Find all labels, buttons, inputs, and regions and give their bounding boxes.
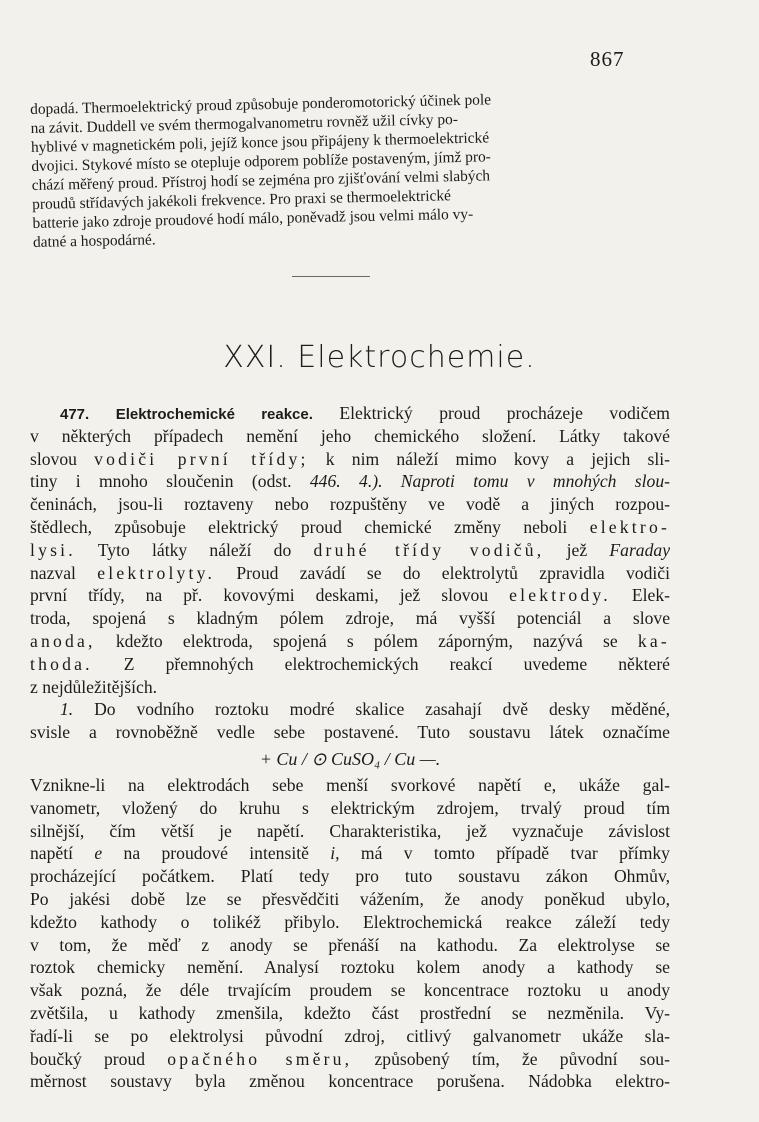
- item-number: 1.: [60, 699, 74, 720]
- text-line: z nejdůležitějších.: [30, 676, 158, 697]
- text-line: v tom, že měď z anody se přenáší na kathodu. Za elektrolyse se: [30, 934, 670, 955]
- text-line: lysi. Tyto látky náleží do druhé třídy vodičů, jež Faraday: [30, 539, 670, 560]
- text-line: 477. Elektrochemické reakce. Elektrický proud procházeje vodičem: [60, 403, 670, 423]
- name-faraday: Faraday: [609, 539, 670, 560]
- text-line: čeninách, jsou-li roztaveny nebo rozpuštěny ve vodě a jiných rozpou-: [30, 494, 670, 515]
- text-line: proudů střídavých jakékoli frekvence. Pro praxi se thermoelektrické: [32, 187, 452, 213]
- emphasis: ka-: [637, 630, 670, 651]
- text-line: anoda, kdežto elektroda, spojená s pólem záporným, nazývá se ka-: [30, 630, 670, 651]
- text-line: dopadá. Thermoelektrický proud způsobuje ponderomotorický účinek pole: [30, 91, 492, 118]
- text-line: 1. Do vodního roztoku modré skalice zasahají dvě desky měděné,: [60, 699, 670, 720]
- text-line: první třídy, na př. kovovými deskami, jež slovou elektrody. Elek-: [30, 585, 670, 606]
- text-line: thoda. Z přemnohých elektrochemických reakcí uvedeme některé: [30, 653, 670, 674]
- emphasis: vodiči první třídy;: [94, 448, 309, 469]
- emphasis: druhé třídy vodičů,: [313, 539, 545, 560]
- section-number: 477.: [60, 406, 90, 423]
- section-title: Elektrochemické reakce.: [115, 406, 313, 423]
- text-line: tiny i mnoho sloučenin (odst. 446. 4.). Naproti tomu v mnohých slou-: [30, 471, 670, 492]
- text-line: zvětšila, u kathody zmenšila, kdežto část prostřední se nezměnila. Vy-: [30, 1002, 670, 1023]
- emphasis: opačného směru,: [167, 1048, 353, 1069]
- text-line: Vznikne-li na elektrodách sebe menší svorkové napětí e, ukáže gal-: [30, 774, 670, 795]
- text-line: napětí e na proudové intensitě i, má v tomto případě tvar přímky: [30, 843, 670, 864]
- section-body: [30, 402, 670, 1093]
- formula: + Cu / ⊙ CuSO₄ / Cu —.: [259, 748, 441, 769]
- emphasis: thoda.: [30, 653, 93, 674]
- text-line: však pozná, že déle trvajícím proudem se koncentrace roztoku u anody: [30, 980, 670, 1001]
- emphasis: lysi.: [30, 539, 76, 560]
- text-line: hyblivé v magnetickém poli, jejíž konce jsou připájeny k thermoelektrické: [30, 129, 490, 156]
- text-line: vanometr, vložený do kruhu s elektrickým zdrojem, trvalý proud tím: [30, 797, 670, 818]
- text-line: nazval elektrolyty. Proud zavádí se do elektrolytů zpravidla vodiči: [30, 562, 670, 583]
- text-line: dvojici. Stykové místo se otepluje odporem poblíže postaveným, jímž pro-: [31, 148, 491, 175]
- emphasis: elektrolyty.: [97, 562, 216, 583]
- text-line: řadí-li se po elektrolysi původní zdroj, citlivý galvanometr ukáže sla-: [30, 1025, 670, 1046]
- text-line: měrnost soustavy byla změnou koncentrace porušena. Nádobka elektro-: [30, 1071, 670, 1092]
- separator-rule: [292, 276, 370, 277]
- text-line: svisle a rovnoběžně vedle sebe postavené. Tuto soustavu látek označíme: [30, 722, 670, 743]
- text-line: v některých případech nemění jeho chemického složení. Látky takové: [30, 425, 670, 446]
- intro-paragraph: [30, 87, 633, 252]
- reference: 446.: [309, 471, 341, 492]
- emphasis: elektro-: [589, 516, 671, 537]
- emphasis: anoda,: [30, 630, 96, 651]
- text-line: kdežto kathody o tolikéž přibylo. Elektrochemická reakce záleží tedy: [30, 911, 670, 932]
- emphasis: elektrody.: [509, 585, 611, 606]
- page-number: 867: [590, 47, 625, 71]
- text-line: silnější, čím větší je napětí. Charakteristika, jež vyznačuje závislost: [30, 820, 670, 841]
- text-line: boučký proud opačného směru, způsobený tím, že původní sou-: [30, 1048, 670, 1069]
- text-line: Po jakési době lze se přesvědčiti vážením, že anody poněkud ubylo,: [30, 888, 670, 909]
- text-line: roztok chemicky nemění. Analysí roztoku kolem anody a kathody se: [30, 957, 670, 978]
- text-line: batterie jako zdroje proudové hodí málo, poněvadž jsou velmi málo vy-: [32, 205, 474, 232]
- text-line: chází měřený proud. Přístroj hodí se zejména pro zjišťování velmi slabých: [31, 167, 491, 194]
- text-line: štědlech, způsobuje elektrický proud chemické změny neboli elektro-: [30, 516, 671, 537]
- text-line: troda, spojená s kladným pólem zdroje, má vyšší potenciál a slove: [30, 608, 670, 629]
- text-line: datné a hospodárné.: [32, 231, 156, 251]
- chapter-title: XXI. Elektrochemie.: [223, 340, 536, 375]
- text-line: procházející počátkem. Platí tedy pro tuto soustavu zákon Ohmův,: [30, 866, 670, 887]
- text-line: na závit. Duddell ve svém thermogalvanometru rovněž užil cívky po-: [30, 111, 459, 137]
- text-line: slovou vodiči první třídy; k nim náleží mimo kovy a jejich sli-: [30, 448, 670, 469]
